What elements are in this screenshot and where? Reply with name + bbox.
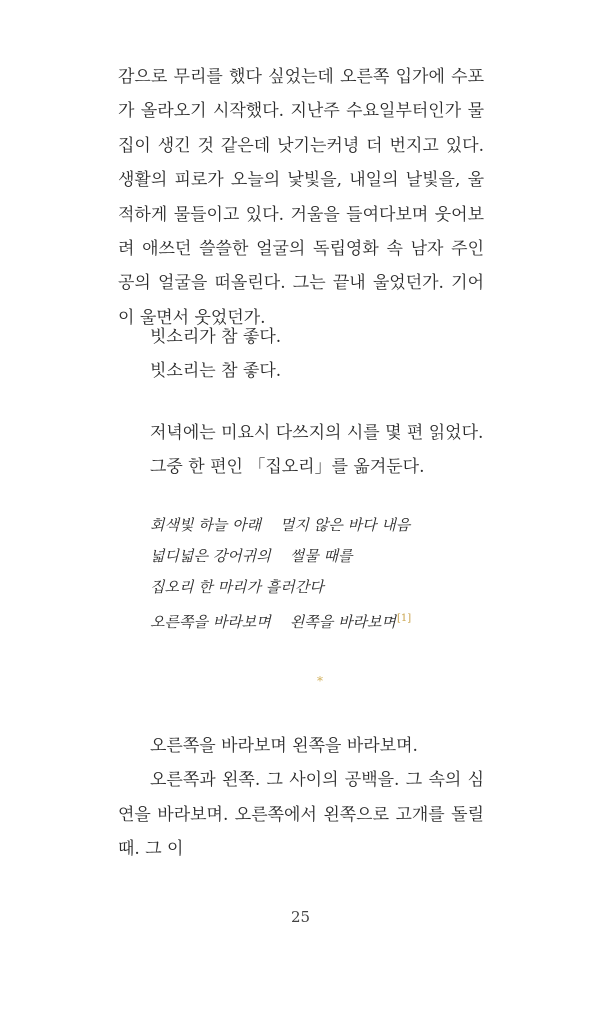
poem-line-4-wrap [150,603,470,638]
evening-lines [150,416,510,484]
poem-line-4: 오른쪽을 바라보며 왼쪽을 바라보며 [150,613,396,631]
section-separator-asterisk: * [317,674,323,688]
poem-line-2: 넓디넓은 강어귀의 썰물 때를 [150,547,353,565]
footnote-reference-link[interactable]: [1] [396,613,412,624]
poem-line-1: 회색빛 하늘 아래 멀지 않은 바다 내음 [150,516,411,534]
evening-line-1: 저녁에는 미요시 다쓰지의 시를 몇 편 읽었다. [150,423,484,443]
closing-paragraph: 오른쪽과 왼쪽. 그 사이의 공백을. 그 속의 심연을 바라보며. 오른쪽에서 왼쪽으로 고개를 돌릴 때. 그 이 [118,770,484,860]
poem-excerpt [150,510,470,638]
closing-line-1: 오른쪽을 바라보며 왼쪽을 바라보며. [150,736,418,756]
evening-line-2: 그중 한 편인 「집오리」를 옮겨둔다. [150,457,425,477]
rain-lines [150,320,510,388]
page-number: 25 [290,908,311,926]
closing-text [118,729,484,867]
rain-line-1: 빗소리가 참 좋다. [150,327,282,347]
opening-paragraph: 감으로 무리를 했다 싶었는데 오른쪽 입가에 수포가 올라오기 시작했다. 지난주 수요일부터인가 물집이 생긴 것 같은데 낫기는커녕 더 번지고 있다. 생활의 피로가 오늘의 낯빛을, 내일의 날빛을, 울적하게 물들이고 있다. 거울을 들여다보며 웃어보려 애쓰던 쓸쓸한 얼굴의 독립영화 속 남자 주인공의 얼굴을 떠올린다. 그는 끝내 울었던가. 기어이 울면서 웃었던가. [118,67,484,328]
rain-line-2: 빗소리는 참 좋다. [150,361,282,381]
poem-line-3: 집오리 한 마리가 흘러간다 [150,578,324,596]
